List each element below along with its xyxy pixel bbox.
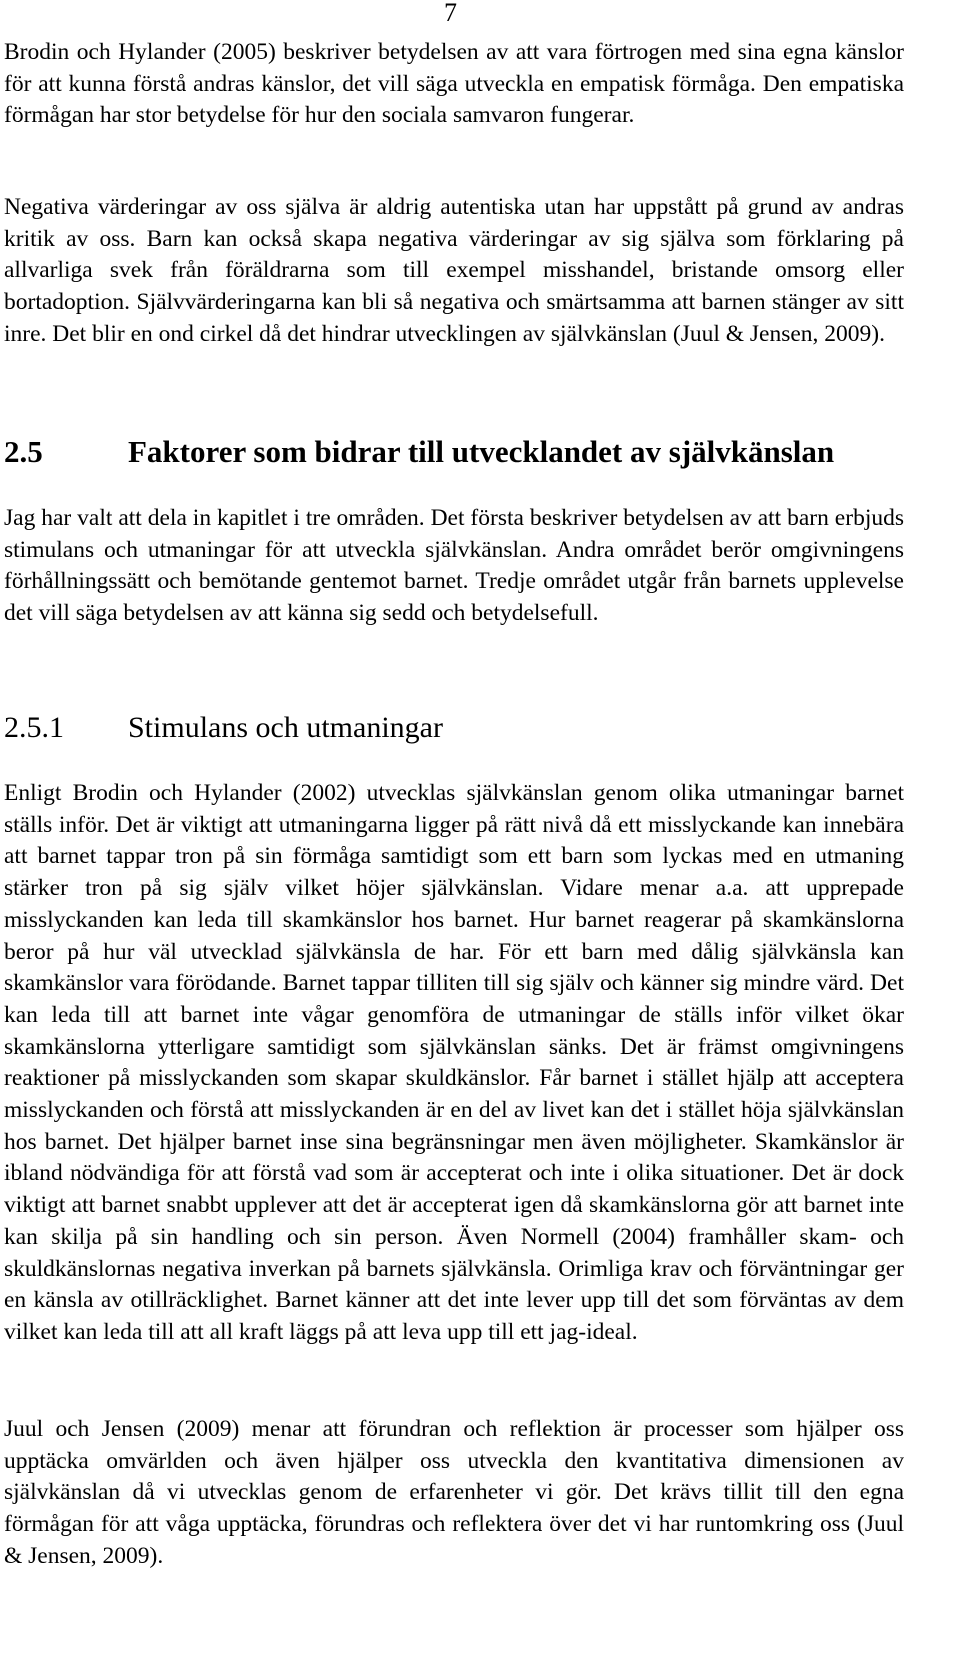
paragraph-empathy: Brodin och Hylander (2005) beskriver betydelsen av att vara förtrogen med sina egna känslor för att kunna förstå andras känslor, det vill säga utveckla en empatisk förmåga. Den empatiska förmågan har stor betydelse för hur den sociala samvaron fungerar. [4, 39, 904, 129]
section-heading-2-5 [4, 432, 904, 472]
paragraph-chapter-overview: Jag har valt att dela in kapitlet i tre områden. Det första beskriver betydelsen av att barn erbjuds stimulans och utmaningar för att utveckla självkänslan. Andra området berör omgivningens förhållningssätt och bemötande gentemot barnet. Tredje området utgår från barnets upplevelse det vill säga betydelsen av att känna sig sedd och betydelsefull. [4, 505, 904, 627]
paragraph-negative-values: Negativa värderingar av oss själva är aldrig autentiska utan har uppstått på grund av andras kritik av oss. Barn kan också skapa negativa värderingar av sig själva som förklaring på allvarliga svek från föräldrarna som till exempel misshandel, bristande omsorg eller bortadoption. Självvärderingarna kan bli så negativa och smärtsamma att barnen stänger av sitt inre. Det blir en ond cirkel då det hindrar utvecklingen av självkänslan (Juul & Jensen, 2009). [4, 194, 904, 347]
subsection-title: Stimulans och utmaningar [128, 711, 443, 744]
section-title: Faktorer som bidrar till utvecklandet av självkänslan [128, 434, 835, 469]
paragraph-stimulation-challenges: Enligt Brodin och Hylander (2002) utvecklas självkänslan genom olika utmaningar barnet ställs inför. Det är viktigt att utmaningarna ligger på rätt nivå då ett misslyckande kan innebära att barnet tappar tron på sin förmåga samtidigt som ett barn som lyckas med en utmaning stärker tron på sig själv vilket höjer självkänslan. Vidare menar a.a. att upprepade misslyckanden kan leda till skamkänslor hos barnet. Hur barnet reagerar på skamkänslorna beror på hur väl utvecklad självkänsla de har. För ett barn med dålig självkänsla kan skamkänslor vara förödande. Barnet tappar tilliten till sig själv och känner sig mindre värd. Det kan leda till att barnet inte vågar genomföra de utmaningar de ställs inför vilket ökar skamkänslorna ytterligare samtidigt som självkänslan sänks. Det är främst omgivningens reaktioner på misslyckanden som skapar skuldkänslor. Får barnet i stället hjälp att acceptera misslyckanden och förstå att misslyckanden är en del av livet kan det i stället höja självkänslan hos barnet. Det hjälper barnet inse sina begränsningar men även möjligheter. Skamkänslor är ibland nödvändiga för att förstå vad som är accepterat och inte i olika situationer. Det är dock viktigt att barnet snabbt upplever att det är accepterat igen då skamkänslorna gör att barnet inte kan skilja på sin handling och sin person. Även Normell (2004) framhåller skam- och skuldkänslornas negativa inverkan på barnets självkänsla. Orimliga krav och förväntningar ger en känsla av otillräcklighet. Barnet känner att det inte lever upp till det som förväntas av dem vilket kan leda till att all kraft läggs på att leva upp till ett jag-ideal. [4, 780, 904, 1345]
paragraph-wonder-reflection: Juul och Jensen (2009) menar att förundran och reflektion är processer som hjälper oss upptäcka omvärlden och även hjälper oss utveckla den kvantitativa dimensionen av självkänslan då vi utvecklas genom de erfarenheter vi gör. Det krävs tillit till den egna förmågan för att våga upptäcka, förundras och reflektera över det vi har runtomkring oss (Juul & Jensen, 2009). [4, 1416, 904, 1569]
page-number: 7 [444, 0, 457, 27]
subsection-number: 2.5.1 [4, 711, 64, 744]
subsection-heading-2-5-1 [4, 708, 904, 748]
section-number: 2.5 [4, 434, 43, 469]
